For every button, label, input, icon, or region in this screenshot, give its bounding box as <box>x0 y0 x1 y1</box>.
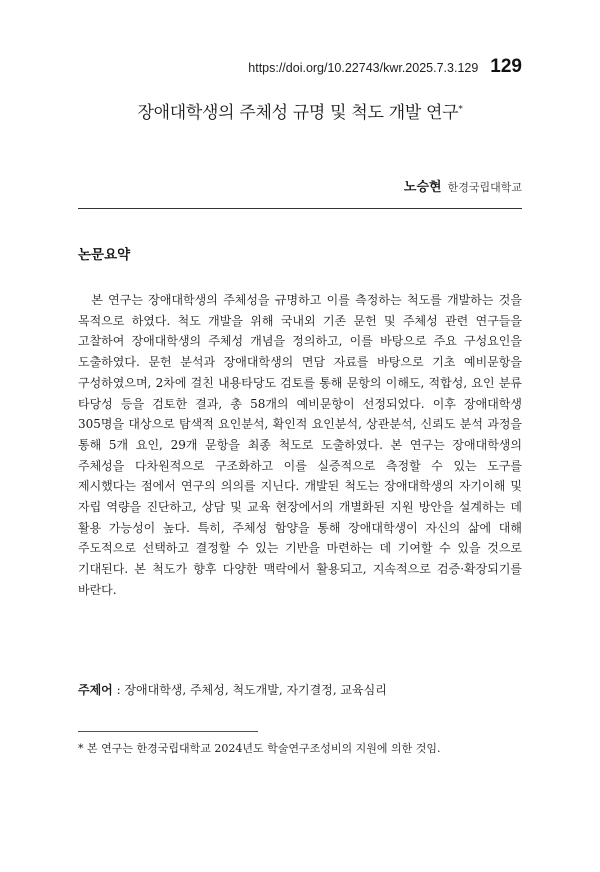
author-name: 노승현 <box>403 180 442 195</box>
running-header <box>248 56 522 78</box>
author-affiliation: 한경국립대학교 <box>447 181 522 194</box>
keywords-separator: : <box>112 683 125 697</box>
paper-title <box>0 98 600 123</box>
title-footnote-mark: * <box>458 104 463 115</box>
keywords-label: 주제어 <box>78 683 113 697</box>
keywords-text: 장애대학생, 주체성, 척도개발, 자기결정, 교육심리 <box>124 683 387 697</box>
doi-link[interactable]: https://doi.org/10.22743/kwr.2025.7.3.129 <box>248 61 479 75</box>
page-number: 129 <box>490 56 522 77</box>
abstract-body: 본 연구는 장애대학생의 주체성을 규명하고 이를 측정하는 척도를 개발하는 것을 목적으로 하였다. 척도 개발을 위해 국내외 기존 문헌 및 주체성 관련 연구들을 고찰하여 장애대학생의 주체성 개념을 정의하고, 이를 바탕으로 주요 구성요인을 도출하였다. 문헌 분석과 장애대학생의 면담 자료를 바탕으로 기초 예비문항을 구성하였으며, 2차에 걸친 내용타당도 검토를 통해 문항의 이해도, 적합성, 요인 분류 타당성 등을 검토한 결과, 총 58개의 예비문항이 선정되었다. 이후 장애대학생 305명을 대상으로 탐색적 요인분석, 확인적 요인분석, 상관분석, 신뢰도 분석 과정을 통해 5개 요인, 29개 문항을 최종 척도로 도출하였다. 본 연구는 장애대학생의 주체성을 다차원적으로 구조화하고 이를 실증적으로 측정할 수 있는 도구를 제시했다는 점에서 연구의 의의를 지닌다. 개발된 척도는 장애대학생의 자기이해 및 자립 역량을 진단하고, 상담 및 교육 현장에서의 개별화된 지원 방안을 설계하는 데 활용 가능성이 높다. 특히, 주체성 함양을 통해 장애대학생이 자신의 삶에 대해 주도적으로 선택하고 결정할 수 있는 기반을 마련하는 데 기여할 수 있을 것으로 기대된다. 본 척도가 향후 다양한 맥락에서 활용되고, 지속적으로 검증·확장되기를 바란다. <box>78 293 522 597</box>
paper-title-text: 장애대학생의 주체성 규명 및 척도 개발 연구 <box>137 103 459 123</box>
abstract-heading: 논문요약 <box>78 247 131 263</box>
keywords-line <box>78 681 522 698</box>
author-block <box>404 176 522 195</box>
footnote-divider <box>78 731 258 732</box>
header-divider <box>78 208 522 209</box>
funding-footnote: * 본 연구는 한경국립대학교 2024년도 학술연구조성비의 지원에 의한 것임. <box>78 742 441 755</box>
